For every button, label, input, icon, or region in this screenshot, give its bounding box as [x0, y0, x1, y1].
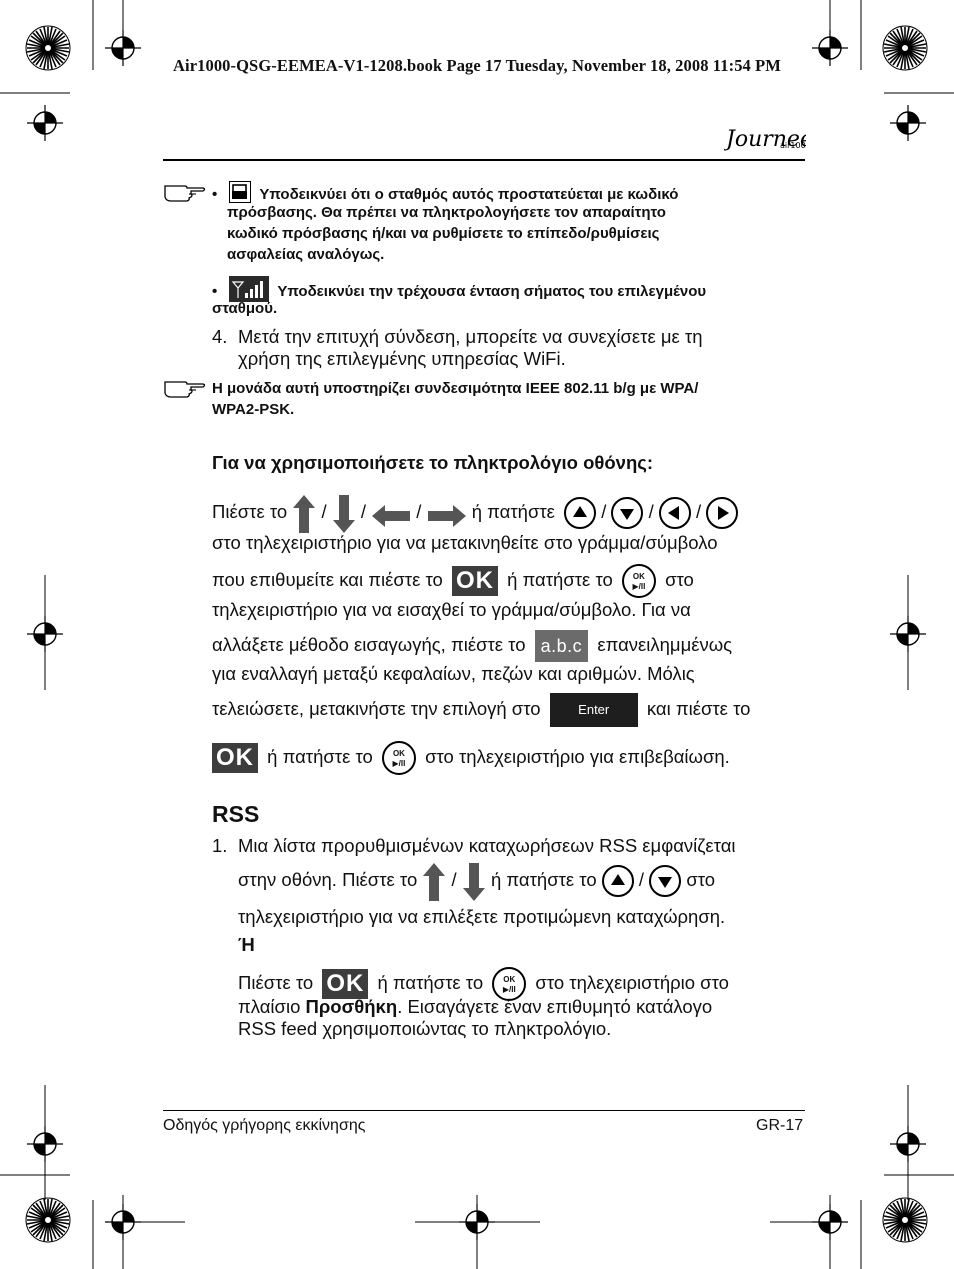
- rss-line5: [238, 996, 712, 1018]
- text: ή πατήστε το: [267, 746, 373, 767]
- note2-line1: Η μονάδα αυτή υποστηρίζει συνδεσιμότητα IEEE 802.11 b/g με WPA/: [212, 380, 699, 397]
- rss-line2: [238, 862, 715, 906]
- remote-left-icon: [659, 497, 691, 529]
- remote-ok-label: OK: [392, 749, 405, 759]
- remote-ok-label: OK: [632, 572, 645, 581]
- footer-title: Οδηγός γρήγορης εκκίνησης: [163, 1117, 366, 1134]
- text: Πιέστε το: [238, 972, 314, 993]
- signal-note-line2: σταθμού.: [212, 300, 278, 317]
- rss-line3: τηλεχειριστήριο για να επιλέξετε προτιμώμενη καταχώρηση.: [238, 906, 726, 927]
- remote-up-icon: [564, 497, 596, 529]
- keyboard-line2: στο τηλεχειριστήριο για να μετακινηθείτε στο γράμμα/σύμβολο: [212, 532, 718, 553]
- logo-sub: air100: [780, 141, 806, 150]
- lock-note-line3: κωδικό πρόσβασης ή/και να ρυθμίσετε το επίπεδο/ρυθμίσεις: [227, 225, 660, 242]
- lock-note-line2: πρόσβασης. Θα πρέπει να πληκτρολογήσετε τον απαραίτητο: [227, 204, 666, 221]
- text: και πιέστε το: [646, 697, 751, 719]
- rss-line6: RSS feed χρησιμοποιώντας το πληκτρολόγιο.: [238, 1018, 612, 1039]
- slash: /: [416, 501, 422, 522]
- slash: /: [638, 869, 645, 890]
- remote-play-label: ▶/II: [502, 985, 516, 995]
- remote-play-label: ▶/II: [632, 582, 646, 591]
- lock-note-line4: ασφαλείας αναλόγως.: [227, 246, 385, 263]
- note-hand-icon: [163, 180, 207, 204]
- keyboard-line6: για εναλλαγή μεταξύ κεφαλαίων, πεζών και αριθμών. Μόλις: [212, 663, 695, 684]
- slash: /: [321, 501, 327, 522]
- text-press: Πιέστε το: [212, 501, 288, 522]
- lock-note-line1: Υποδεικνύει ότι ο σταθμός αυτός προστατεύεται με κωδικό: [259, 186, 679, 203]
- slash: /: [451, 869, 457, 890]
- remote-down-icon: [649, 865, 681, 897]
- down-arrow-icon: [462, 862, 486, 902]
- remote-ok-label: OK: [503, 975, 516, 985]
- remote-down-icon: [611, 497, 643, 529]
- slash: /: [360, 501, 367, 522]
- ok-button-icon: OK: [212, 743, 258, 773]
- journee-logo: [724, 118, 806, 158]
- remote-ok-play-icon: [382, 741, 416, 775]
- note-signal-bullet: [212, 276, 706, 302]
- text: στο: [665, 568, 694, 590]
- bullet: •: [212, 186, 218, 203]
- down-arrow-icon: [332, 494, 356, 534]
- keyboard-heading: Για να χρησιμοποιήσετε το πληκτρολόγιο οθόνης:: [212, 452, 654, 473]
- text: που επιθυμείτε και πιέστε το: [212, 568, 443, 590]
- logo-text: Journee: [726, 127, 806, 152]
- text: πλαίσιο: [238, 996, 301, 1017]
- text: στην οθόνη. Πιέστε το: [238, 869, 418, 890]
- up-arrow-icon: [422, 862, 446, 902]
- keyboard-line4: τηλεχειριστήριο για να εισαχθεί το γράμμα/σύμβολο. Για να: [212, 599, 691, 620]
- remote-right-icon: [706, 497, 738, 529]
- bullet: •: [212, 283, 218, 300]
- slash: /: [648, 501, 654, 522]
- rss-heading: RSS: [212, 801, 260, 827]
- ok-button-icon: OK: [322, 969, 368, 999]
- text: ή πατήστε το: [490, 869, 597, 890]
- note2-line2: WPA2-PSK.: [212, 401, 295, 418]
- text: στο: [686, 869, 716, 890]
- remote-up-icon: [602, 865, 634, 897]
- print-info-line: Air1000-QSG-EEMEA-V1-1208.book Page 17 Tuesday, November 18, 2008 11:54 PM: [173, 56, 781, 75]
- rss-line1: Μια λίστα προρυθμισμένων καταχωρήσεων RSS εμφανίζεται: [238, 835, 736, 856]
- step4-line2: χρήση της επιλεγμένης υπηρεσίας WiFi.: [238, 348, 566, 369]
- signal-note-line1: Υποδεικνύει την τρέχουσα ένταση σήματος του επιλεγμένου: [277, 283, 707, 300]
- abc-button-icon: a.b.c: [535, 630, 589, 662]
- text: . Εισαγάγετε έναν επιθυμητό κατάλογο: [397, 996, 713, 1017]
- slash: /: [601, 501, 607, 522]
- text: αλλάξετε μέθοδο εισαγωγής, πιέστε το: [212, 633, 526, 655]
- footer-rule: [163, 1110, 805, 1111]
- keyboard-line3: [212, 564, 812, 604]
- text-or-press: ή πατήστε: [471, 501, 555, 522]
- right-arrow-icon: [427, 504, 467, 528]
- note-hand-icon: [163, 376, 207, 400]
- step4-line1: Μετά την επιτυχή σύνδεση, μπορείτε να συνεχίσετε με τη: [238, 326, 703, 347]
- add-label: Προσθήκη: [305, 996, 398, 1017]
- text: ή πατήστε το: [377, 972, 484, 993]
- page-number: GR-17: [756, 1117, 804, 1134]
- left-arrow-icon: [371, 504, 411, 528]
- enter-button-icon: Enter: [550, 693, 638, 727]
- text: στο τηλεχειριστήριο στο: [535, 972, 729, 993]
- ok-button-icon: OK: [452, 566, 498, 596]
- slash: /: [696, 501, 702, 522]
- up-arrow-icon: [292, 494, 316, 534]
- header-rule: [163, 159, 805, 161]
- rss-step-number: 1.: [212, 835, 228, 856]
- text: τελειώσετε, μετακινήστε την επιλογή στο: [212, 697, 541, 719]
- lock-icon: [229, 181, 251, 203]
- text: στο τηλεχειριστήριο για επιβεβαίωση.: [425, 746, 730, 767]
- rss-or: Ή: [238, 934, 255, 955]
- keyboard-line7: [212, 693, 812, 733]
- step4-number: 4.: [212, 326, 228, 347]
- keyboard-line8: [212, 739, 730, 775]
- remote-ok-play-icon: [622, 564, 656, 598]
- remote-play-label: ▶/II: [392, 759, 406, 769]
- text: ή πατήστε το: [507, 568, 613, 590]
- text: επανειλημμένως: [597, 633, 733, 655]
